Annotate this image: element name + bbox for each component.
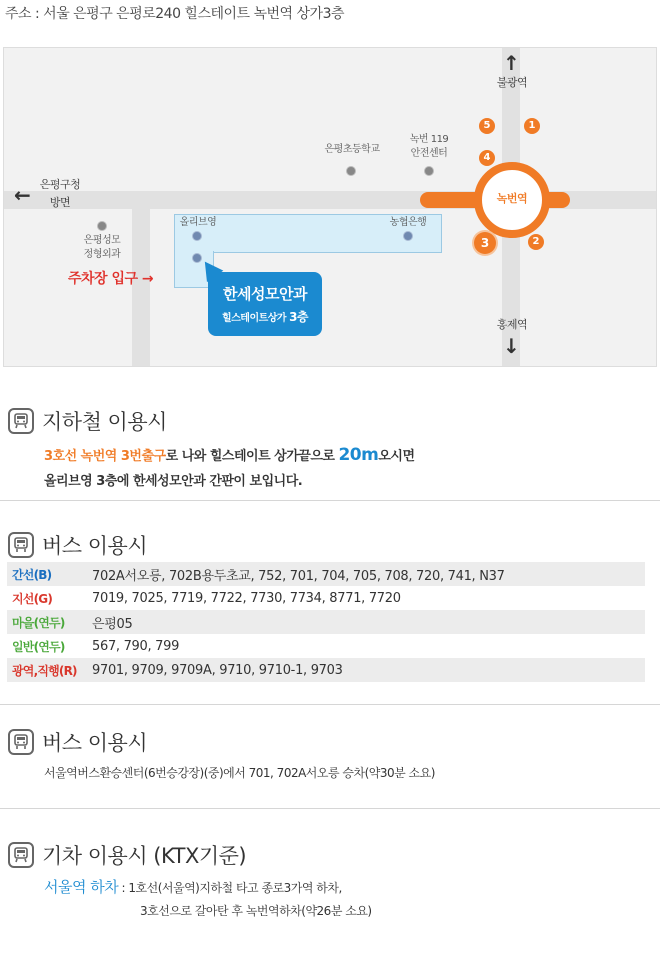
divider-1 bbox=[0, 500, 660, 501]
station-label: 녹번역 bbox=[496, 192, 528, 205]
subway-icon bbox=[8, 408, 34, 434]
bus-title: 버스 이용시 bbox=[42, 534, 148, 558]
subway-section-header bbox=[8, 406, 167, 436]
train-icon bbox=[8, 842, 34, 868]
train-line-2: 3호선으로 갈아탄 후 녹번역하차(약26분 소요) bbox=[140, 904, 372, 918]
bus-row bbox=[7, 610, 645, 634]
train-title: 기차 이용시 (KTX기준) bbox=[42, 844, 247, 868]
west-label-2: 방면 bbox=[49, 196, 71, 209]
bus-category: 지선(G) bbox=[12, 591, 53, 606]
west-label-1: 은평구청 bbox=[39, 178, 81, 191]
clinic-label-1: 은평성모 bbox=[83, 235, 121, 246]
train-line-1 bbox=[44, 876, 342, 897]
divider-3 bbox=[0, 808, 660, 809]
train-section-header bbox=[8, 840, 246, 870]
bus2-title: 버스 이용시 bbox=[42, 731, 148, 755]
bus-category: 마을(연두) bbox=[12, 615, 65, 630]
bus-category: 광역,직행(R) bbox=[12, 663, 77, 678]
exit-4: 4 bbox=[479, 150, 495, 166]
clinic-callout bbox=[208, 272, 322, 336]
west-arrow-icon: ← bbox=[14, 183, 31, 207]
bus-category: 일반(연두) bbox=[12, 639, 65, 654]
bus-section-header bbox=[8, 530, 147, 560]
bus-row bbox=[7, 634, 645, 658]
subway-title: 지하철 이용시 bbox=[42, 410, 167, 434]
subway-line-1 bbox=[44, 445, 415, 465]
subway-distance: 20m bbox=[338, 445, 379, 465]
subway-exit-highlight: 3호선 녹번역 3번출구 bbox=[44, 449, 166, 464]
school-label: 은평초등학교 bbox=[324, 144, 380, 155]
train-station: 서울역 하차 bbox=[44, 878, 119, 896]
bus-routes: 9701, 9709, 9709A, 9710, 9710-1, 9703 bbox=[92, 662, 343, 678]
fire-marker bbox=[424, 166, 434, 176]
bank-marker bbox=[403, 231, 413, 241]
bus-row bbox=[7, 586, 645, 610]
bus-routes: 567, 790, 799 bbox=[92, 638, 180, 654]
north-arrow-icon: ↑ bbox=[503, 51, 520, 75]
bus2-icon bbox=[8, 729, 34, 755]
school-marker bbox=[346, 166, 356, 176]
bus2-section-header bbox=[8, 727, 147, 757]
bus-row bbox=[7, 562, 645, 586]
bus2-text: 서울역버스환승센터(6번승강장)(중)에서 701, 702A서오릉 승차(약30분 소요) bbox=[44, 766, 435, 780]
location-map bbox=[3, 47, 657, 367]
clinic-location-marker bbox=[192, 253, 202, 263]
bank-label: 농협은행 bbox=[389, 217, 427, 228]
south-arrow-icon: ↓ bbox=[503, 334, 520, 358]
parking-label: 주차장 입구 → bbox=[68, 271, 154, 287]
clinic-label-2: 정형외과 bbox=[83, 249, 121, 260]
fire-label-1: 녹번 119 bbox=[409, 134, 449, 145]
clinic-marker bbox=[97, 221, 107, 231]
bus-route-table bbox=[7, 562, 645, 682]
north-label: 불광역 bbox=[496, 76, 528, 89]
bus-routes: 은평05 bbox=[92, 616, 133, 632]
exit-3: 3 bbox=[474, 232, 496, 254]
callout-title: 한세성모안과 bbox=[223, 285, 307, 303]
bus-icon bbox=[8, 532, 34, 558]
callout-subtitle bbox=[208, 308, 322, 325]
subway-text-b: 로 나와 힐스테이트 상가끝으로 bbox=[165, 449, 339, 464]
subway-line-2: 올리브영 3층에 한세성모안과 간판이 보입니다. bbox=[44, 474, 303, 489]
exit-2: 2 bbox=[528, 234, 544, 250]
train-text-1: : 1호선(서울역)지하철 타고 종로3가역 하차, bbox=[121, 881, 342, 895]
south-label: 홍제역 bbox=[496, 318, 528, 331]
oliveyoung-label: 올리브영 bbox=[179, 217, 217, 228]
oliveyoung-marker bbox=[192, 231, 202, 241]
exit-1: 1 bbox=[524, 118, 540, 134]
bus-routes: 7019, 7025, 7719, 7722, 7730, 7734, 8771, 7720 bbox=[92, 590, 401, 606]
bus-category: 간선(B) bbox=[12, 567, 52, 582]
address-text: 주소 : 서울 은평구 은평로240 힐스테이트 녹번역 상가3층 bbox=[5, 6, 344, 22]
bus-row bbox=[7, 658, 645, 682]
subway-text-d: 오시면 bbox=[378, 449, 415, 464]
fire-label-2: 안전센터 bbox=[410, 148, 448, 159]
exit-5: 5 bbox=[479, 118, 495, 134]
callout-sub-b: 3층 bbox=[289, 310, 309, 324]
callout-sub-a: 힐스테이트상가 bbox=[221, 313, 290, 324]
divider-2 bbox=[0, 704, 660, 705]
bus-routes: 702A서오릉, 702B용두초교, 752, 701, 704, 705, 708, 720, 741, N37 bbox=[92, 568, 505, 584]
